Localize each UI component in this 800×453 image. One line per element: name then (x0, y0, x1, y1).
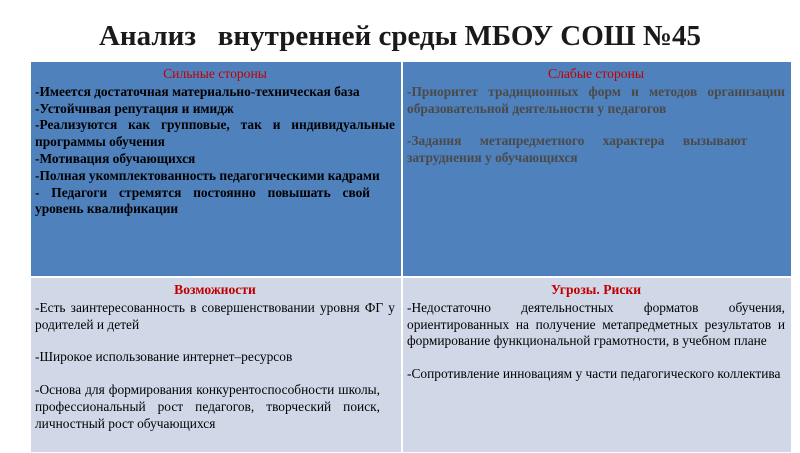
page-title: Анализ внутренней среды МБОУ СОШ №45 (98, 20, 702, 52)
weakness-item: -Задания метапредметного характера вызывают затруднения у обучающихся (407, 133, 747, 166)
strengths-heading: Сильные стороны (163, 66, 267, 81)
weaknesses-heading: Слабые стороны (548, 66, 644, 81)
strength-item: -Устойчивая репутация и имидж (35, 100, 234, 116)
strength-item: -Полная укомплектованность педагогическими кадрами (35, 167, 380, 183)
weaknesses-cell (402, 61, 792, 277)
opportunities-cell (30, 277, 402, 453)
weakness-item: -Приоритет традиционных форм и методов организации образовательной деятельности у педагогов (407, 83, 785, 116)
opportunity-item: -Основа для формирования конкурентоспособности школы, профессиональный рост педагогов, творческий поиск, личностный рост обучающихся (35, 382, 380, 431)
opportunity-item: -Широкое использование интернет–ресурсов (35, 349, 293, 365)
threat-item: -Недостаточно деятельностных форматов обучения, ориентированных на получение метапредметных результатов и формирование функциональной грамотности, в учебном плане (407, 299, 785, 349)
threats-cell (402, 277, 792, 453)
strengths-cell (30, 61, 402, 277)
strength-item: -Мотивация обучающихся (35, 150, 196, 166)
strength-item: -Реализуются как групповые, так и индивидуальные программы обучения (35, 117, 395, 150)
swot-table (29, 60, 791, 452)
strength-item: -Имеется достаточная материально-техническая база (35, 83, 360, 99)
strength-item: - Педагоги стремятся постоянно повышать свой уровень квалификации (35, 184, 370, 217)
threats-heading: Угрозы. Риски (550, 282, 642, 297)
opportunities-heading: Возможности (174, 282, 256, 297)
opportunity-item: -Есть заинтересованность в совершенствовании уровня ФГ у родителей и детей (35, 299, 395, 332)
threat-item: -Сопротивление инновациям у части педагогического коллектива (407, 366, 781, 382)
